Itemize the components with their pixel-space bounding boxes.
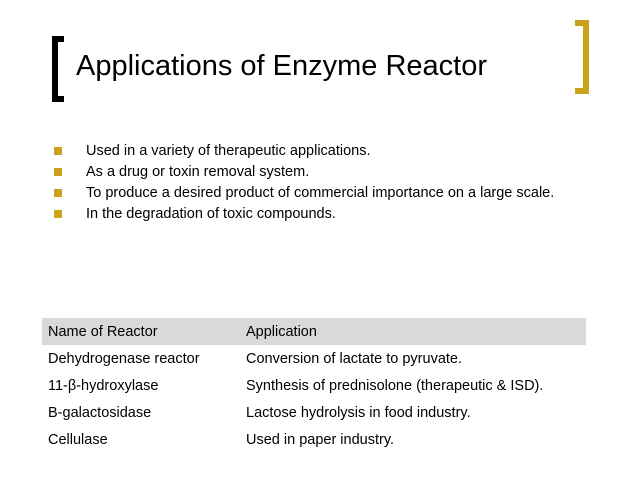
reactor-table bbox=[42, 318, 586, 453]
square-bullet-icon bbox=[54, 147, 62, 155]
reactor-name-cell: 11-β-hydroxylase bbox=[48, 377, 159, 394]
bullet-text: Used in a variety of therapeutic applications. bbox=[86, 143, 371, 159]
right-bracket-decoration bbox=[575, 20, 589, 94]
column-header-application: Application bbox=[240, 318, 586, 345]
reactor-name-cell: Dehydrogenase reactor bbox=[48, 350, 200, 367]
application-cell: Lactose hydrolysis in food industry. bbox=[246, 404, 471, 421]
left-bracket-decoration bbox=[52, 36, 64, 102]
column-header-reactor: Name of Reactor bbox=[42, 318, 240, 345]
left-bracket-gap bbox=[64, 96, 148, 102]
bullet-text: To produce a desired product of commercial importance on a large scale. bbox=[86, 185, 555, 201]
table-header-row bbox=[42, 318, 586, 345]
slide-title: Applications of Enzyme Reactor bbox=[76, 50, 488, 82]
reactor-name-cell: Cellulase bbox=[48, 431, 108, 448]
table-row bbox=[42, 372, 586, 399]
square-bullet-icon bbox=[54, 189, 62, 197]
bullet-text: As a drug or toxin removal system. bbox=[86, 164, 310, 180]
table-row bbox=[42, 399, 586, 426]
application-cell: Used in paper industry. bbox=[246, 431, 395, 448]
application-cell: Conversion of lactate to pyruvate. bbox=[246, 350, 463, 367]
bullet-item bbox=[52, 204, 572, 225]
bullet-text: In the degradation of toxic compounds. bbox=[86, 206, 336, 222]
square-bullet-icon bbox=[54, 210, 62, 218]
reactor-name-cell: B-galactosidase bbox=[48, 404, 152, 421]
bullet-item bbox=[52, 141, 572, 162]
application-cell: Synthesis of prednisolone (therapeutic & ISD). bbox=[246, 377, 544, 394]
bullet-item bbox=[52, 183, 572, 204]
bullet-item bbox=[52, 162, 572, 183]
table-row bbox=[42, 426, 586, 453]
table-row bbox=[42, 345, 586, 372]
bullet-list bbox=[52, 141, 572, 225]
square-bullet-icon bbox=[54, 168, 62, 176]
